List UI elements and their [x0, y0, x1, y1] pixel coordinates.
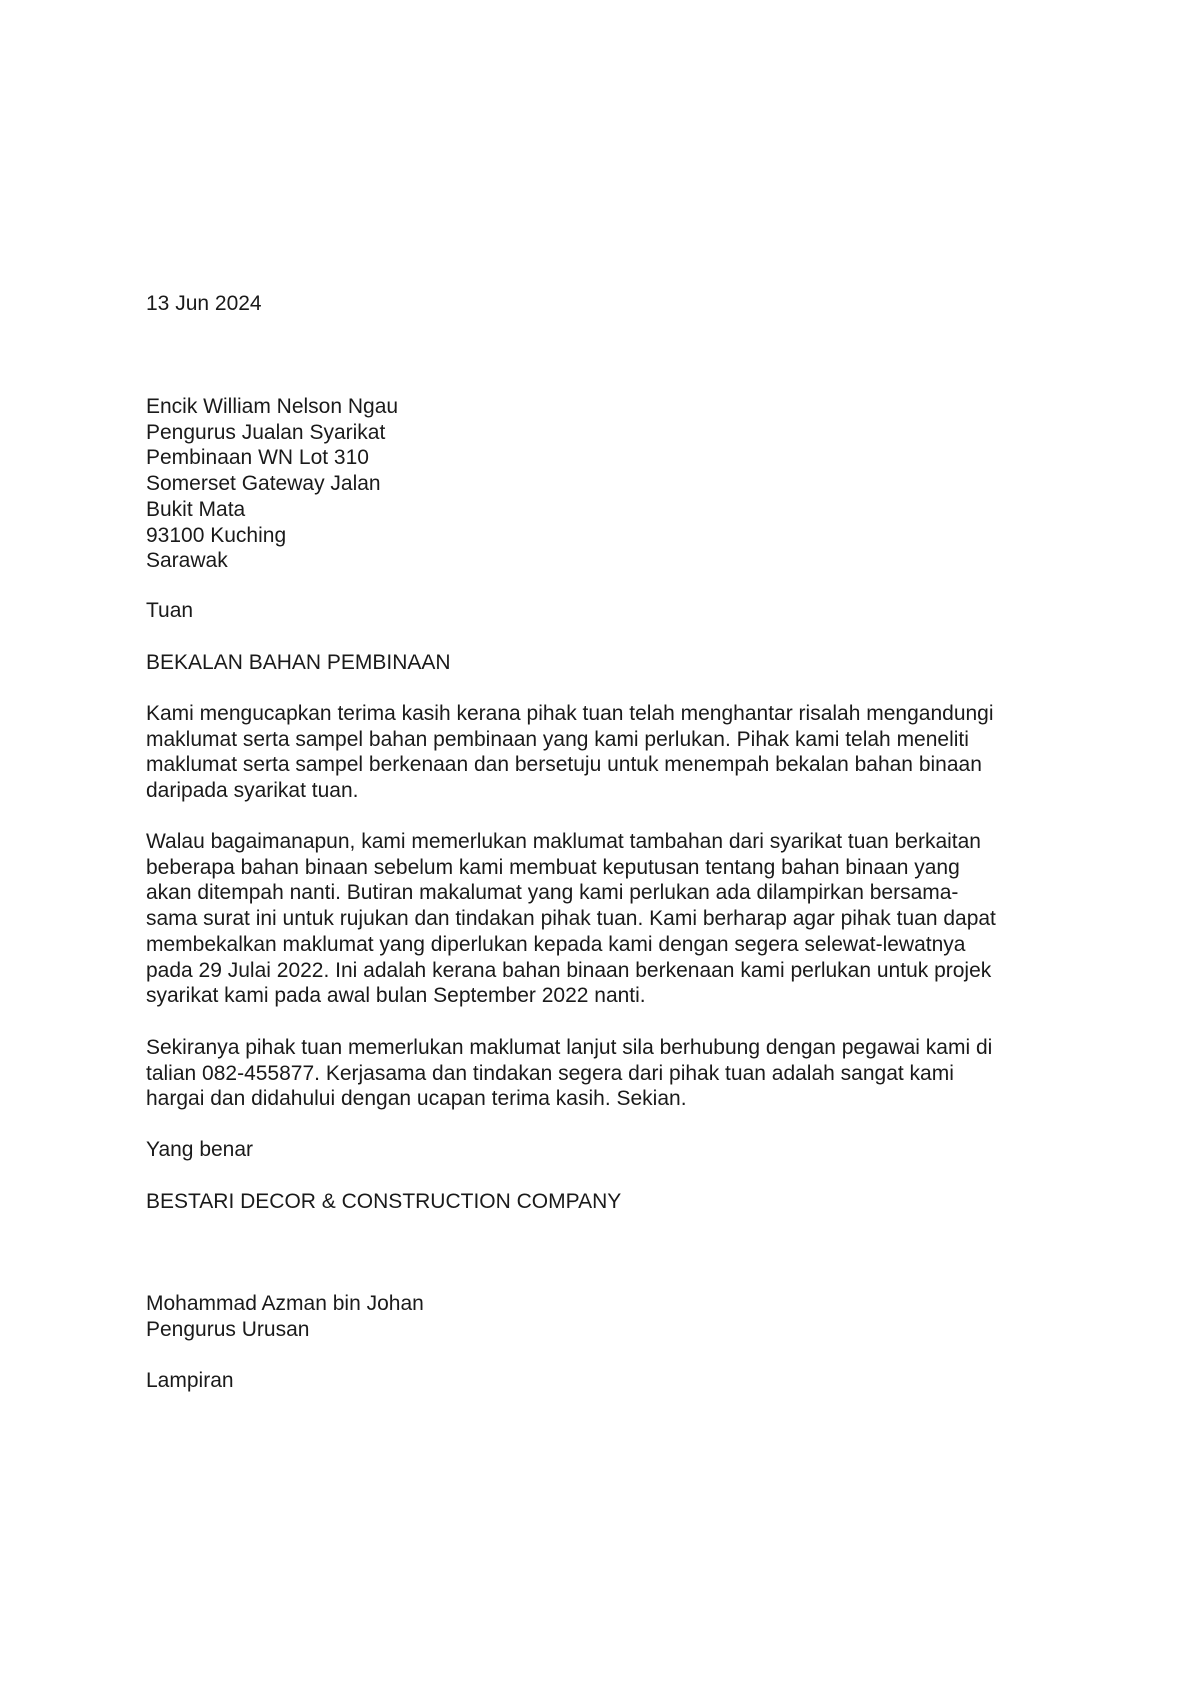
paragraph-line: maklumat serta sampel berkenaan dan bersetuju untuk menempah bekalan bahan binaan	[146, 753, 982, 777]
recipient-state: Sarawak	[146, 549, 228, 573]
complimentary-close	[146, 1137, 1066, 1163]
salutation	[146, 598, 1066, 624]
paragraph-line: hargai dan didahului dengan ucapan terima kasih. Sekian.	[146, 1087, 687, 1111]
letter-subject	[146, 650, 1066, 676]
enclosure-note	[146, 1368, 1066, 1394]
paragraph-line: sama surat ini untuk rujukan dan tindakan pihak tuan. Kami berharap agar pihak tuan dapat	[146, 907, 996, 931]
signature-block	[146, 1291, 1066, 1342]
paragraph-line: talian 082-455877. Kerjasama dan tindakan segera dari pihak tuan adalah sangat kami	[146, 1061, 954, 1085]
closing-text: Yang benar	[146, 1138, 254, 1161]
recipient-position: Pengurus Jualan Syarikat	[146, 420, 386, 444]
body-paragraph-2	[146, 829, 1066, 1009]
paragraph-line: pada 29 Julai 2022. Ini adalah kerana bahan binaan berkenaan kami perlukan untuk projek	[146, 958, 992, 982]
company-name: BESTARI DECOR & CONSTRUCTION COMPANY	[146, 1190, 622, 1213]
body-paragraph-1	[146, 701, 1066, 804]
recipient-address-line: Bukit Mata	[146, 497, 246, 521]
paragraph-line: akan ditempah nanti. Butiran makalumat yang kami perlukan ada dilampirkan bersama-	[146, 881, 959, 905]
recipient-name: Encik William Nelson Ngau	[146, 395, 399, 418]
paragraph-line: Walau bagaimanapun, kami memerlukan maklumat tambahan dari syarikat tuan berkaitan	[146, 830, 981, 853]
paragraph-line: beberapa bahan binaan sebelum kami membuat keputusan tentang bahan binaan yang	[146, 855, 960, 879]
letter-date	[146, 291, 1066, 317]
attachment-text: Lampiran	[146, 1369, 234, 1392]
recipient-address-line: Somerset Gateway Jalan	[146, 472, 381, 496]
recipient-postcode-city: 93100 Kuching	[146, 523, 287, 547]
paragraph-line: daripada syarikat tuan.	[146, 779, 359, 803]
recipient-address-line: Pembinaan WN Lot 310	[146, 446, 369, 470]
paragraph-line: Kami mengucapkan terima kasih kerana pihak tuan telah menghantar risalah mengandungi	[146, 702, 994, 725]
paragraph-line: Sekiranya pihak tuan memerlukan maklumat lanjut sila berhubung dengan pegawai kami di	[146, 1036, 993, 1059]
paragraph-line: membekalkan maklumat yang diperlukan kepada kami dengan segera selewat-lewatnya	[146, 932, 966, 956]
date-text: 13 Jun 2024	[146, 292, 262, 315]
subject-text: BEKALAN BAHAN PEMBINAAN	[146, 651, 451, 674]
paragraph-line: syarikat kami pada awal bulan September 2022 nanti.	[146, 984, 646, 1008]
sender-company	[146, 1189, 1066, 1215]
recipient-address	[146, 394, 1066, 574]
signer-name: Mohammad Azman bin Johan	[146, 1292, 424, 1315]
paragraph-line: maklumat serta sampel bahan pembinaan yang kami perlukan. Pihak kami telah meneliti	[146, 727, 969, 751]
salutation-text: Tuan	[146, 599, 194, 622]
body-paragraph-3	[146, 1035, 1066, 1112]
signer-title: Pengurus Urusan	[146, 1317, 310, 1341]
